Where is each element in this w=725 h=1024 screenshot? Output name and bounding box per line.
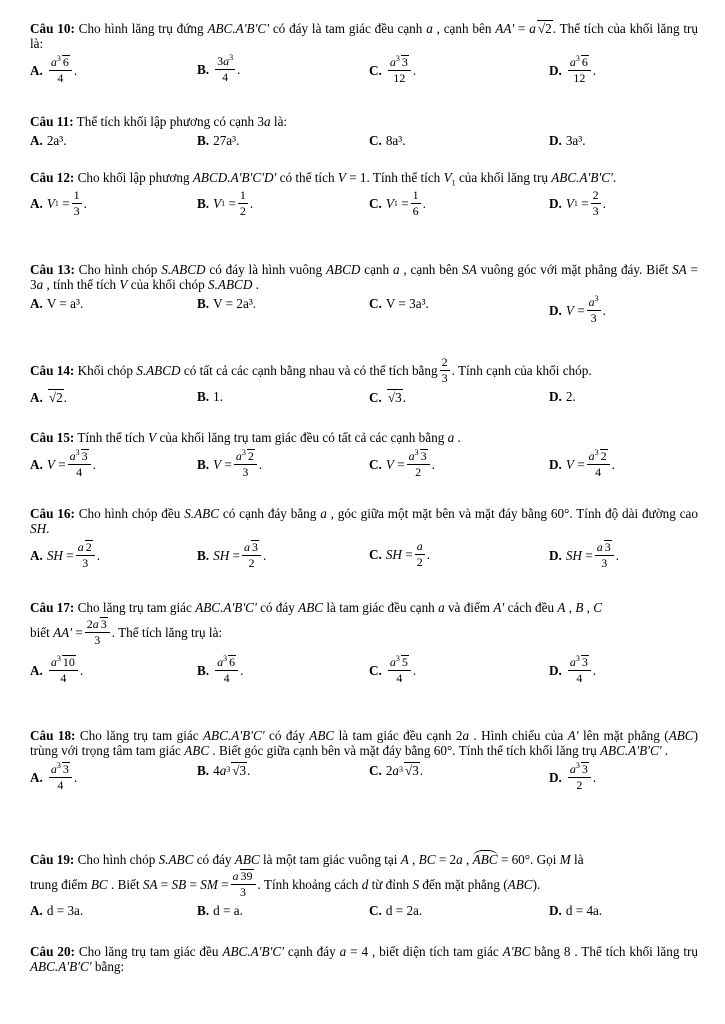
question-18-options [30, 762, 698, 800]
question-17 [30, 600, 698, 693]
question-19 [30, 850, 698, 927]
option-d[interactable]: D. $\frac{a^3 6}{12}$ . [549, 54, 597, 85]
option-a[interactable]: A. d = 3a. [30, 903, 84, 918]
option-c[interactable]: C. d = 2a. [369, 903, 423, 918]
question-10 [30, 20, 698, 93]
option-a[interactable]: A. V 1 = $\frac{1}{3}$ . [30, 188, 87, 218]
option-b[interactable]: B. d = a. [197, 903, 243, 918]
question-20-text: Câu 20: Cho lăng trụ tam giác đều ABC.A'B'C' cạnh đáy a = 4 , biết diện tích tam giác A'BC bằng 8 . Thể tích khối lăng trụ ABC.A'B'C' bằng: [30, 944, 698, 974]
question-17-text-line2: biết AA' = $\frac{2a 3}{3}$ . Thể tích lăng trụ là: [30, 617, 223, 647]
question-10-text: Câu 10: Cho hình lăng trụ đứng ABC.A'B'C' có đáy là tam giác đều cạnh a , cạnh bên AA' = a√ 2. Thể tích của khối lăng trụ là: [30, 20, 698, 51]
question-18-text: Câu 18: Cho lăng trụ tam giác ABC.A'B'C' có đáy ABC là tam giác đều cạnh 2a . Hình chiếu của A' lên mặt phẳng (ABC) trùng với trọng tâm tam giác ABC . Biết góc giữa cạnh bên và mặt đáy bằng 60°. Tính thể tích khối lăng trụ ABC.A'B'C' . [30, 728, 699, 758]
option-a[interactable]: A. $\frac{a^3 6}{4}$ . [30, 54, 78, 85]
option-b[interactable]: B. V = 2a³. [197, 296, 257, 311]
option-a[interactable]: A. $\frac{a^3 10}{4}$ . [30, 654, 84, 685]
option-b[interactable]: B. 1. [197, 389, 223, 404]
question-16-options [30, 540, 698, 578]
question-20 [30, 944, 698, 974]
option-b[interactable]: B. 27a³. [197, 133, 240, 148]
option-c[interactable]: C. $\frac{a^3 5}{4}$ . [369, 654, 417, 685]
question-15 [30, 430, 698, 487]
question-11-options [30, 133, 698, 157]
question-19-options [30, 903, 698, 927]
question-11 [30, 114, 698, 157]
option-c[interactable]: C. 2 a 3 √ 3 . [369, 762, 423, 778]
option-c[interactable]: C. √ 3 . [369, 389, 406, 405]
option-c[interactable]: C. 8a³. [369, 133, 406, 148]
question-13-text: Câu 13: Cho hình chóp S.ABCD có đáy là hình vuông ABCD cạnh a , cạnh bên SA vuông góc với mặt phẳng đáy. Biết SA = 3a , tính thể tích V của khối chóp S.ABCD . [30, 262, 698, 292]
option-d[interactable]: D. $\frac{a^3 3}{2}$ . [549, 761, 597, 792]
option-d[interactable]: D. V = $\frac{a^3 2}{4}$ . [549, 448, 615, 479]
option-d[interactable]: D. $\frac{a^3 3}{4}$ . [549, 654, 597, 685]
question-14-options [30, 389, 698, 413]
question-16-text: Câu 16: Cho hình chóp đều S.ABC có cạnh đáy bằng a , góc giữa một mặt bên và mặt đáy bằng 60°. Tính độ dài đường cao SH. [30, 506, 698, 536]
option-b[interactable]: B. V = $\frac{a^3 2}{3}$ . [197, 448, 263, 479]
question-11-text: Câu 11: Thể tích khối lập phương có cạnh 3a là: [30, 114, 288, 129]
question-19-text-line2: trung điểm BC . Biết SA = SB = SM = $\frac{a 39}{3}$ . Tính khoảng cách d từ đỉnh S đến mặt phẳng (ABC). [30, 869, 541, 899]
option-a[interactable]: A. V = a³. [30, 296, 84, 311]
option-c[interactable]: C. $\frac{a^3 3}{12}$ . [369, 54, 417, 85]
option-c[interactable]: C. SH = $\frac{a}{2}$ . [369, 539, 430, 569]
option-a[interactable]: A. V = $\frac{a^3 3}{4}$ . [30, 448, 96, 479]
question-15-text: Câu 15: Tính thể tích V của khối lăng trụ tam giác đều có tất cả các cạnh bằng a . [30, 430, 461, 445]
option-d[interactable]: D. 3a³. [549, 133, 586, 148]
option-b[interactable]: B. $\frac{3a^3}{4}$ . [197, 53, 241, 84]
option-c[interactable]: C. V = 3a³. [369, 296, 429, 311]
option-c[interactable]: C. V 1 = $\frac{1}{6}$ . [369, 188, 426, 218]
question-13-options [30, 296, 698, 334]
option-b[interactable]: B. SH = $\frac{a 3}{2}$ . [197, 540, 267, 570]
option-d[interactable]: D. V = $\frac{a^3}{3}$ . [549, 294, 606, 325]
question-18 [30, 728, 698, 800]
option-b[interactable]: B. V 1 = $\frac{1}{2}$ . [197, 188, 254, 218]
option-b[interactable]: B. 4 a 3 √ 3 . [197, 762, 250, 778]
option-c[interactable]: C. V = $\frac{a^3 3}{2}$ . [369, 448, 435, 479]
option-d[interactable]: D. 2. [549, 389, 576, 404]
question-14 [30, 356, 698, 413]
question-10-options [30, 55, 698, 93]
option-d[interactable]: D. V 1 = $\frac{2}{3}$ . [549, 188, 606, 218]
question-14-text: Câu 14: Khối chóp S.ABCD có tất cả các cạnh bằng nhau và có thể tích bằng $\frac{2}{3}$ . Tính cạnh của khối chóp. [30, 355, 592, 385]
question-12-text: Câu 12: Cho khối lập phương ABCD.A'B'C'D' có thể tích V = 1. Tính thể tích $V_1$ của khối lăng trụ ABC.A'B'C'. [30, 170, 617, 188]
option-d[interactable]: D. SH = $\frac{a 3}{3}$ . [549, 540, 619, 570]
question-17-text: Câu 17: Cho lăng trụ tam giác ABC.A'B'C' có đáy ABC là tam giác đều cạnh a và điểm A' cách đều A , B , C [30, 600, 603, 615]
question-12 [30, 170, 698, 227]
question-13 [30, 262, 698, 334]
question-19-text: Câu 19: Cho hình chóp S.ABC có đáy ABC là một tam giác vuông tại A , BC = 2a , ABC = 60°. Gọi M là [30, 852, 584, 867]
question-16 [30, 506, 698, 578]
question-15-options [30, 449, 698, 487]
question-17-options [30, 655, 698, 693]
option-a[interactable]: A. SH = $\frac{a 2}{3}$ . [30, 540, 100, 570]
option-a[interactable]: A. √ 2 . [30, 389, 67, 405]
question-12-options [30, 189, 698, 227]
option-a[interactable]: A. 2a³. [30, 133, 67, 148]
option-b[interactable]: B. $\frac{a^3 6}{4}$ . [197, 654, 244, 685]
option-a[interactable]: A. $\frac{a^3 3}{4}$ . [30, 761, 78, 792]
option-d[interactable]: D. d = 4a. [549, 903, 603, 918]
